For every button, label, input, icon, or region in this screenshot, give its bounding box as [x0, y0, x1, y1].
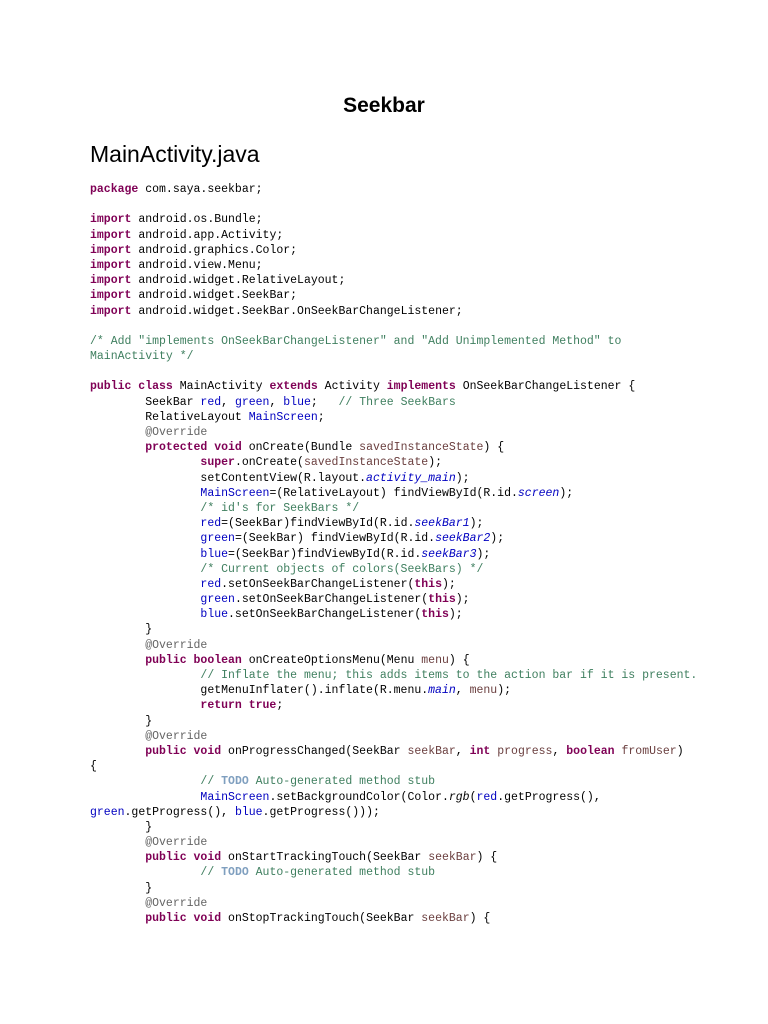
code-text: ) {	[469, 912, 491, 925]
code-text: );	[448, 608, 463, 622]
code-text: =(RelativeLayout) findViewById(R.id.	[269, 486, 518, 500]
code-annotation: @Override	[145, 896, 208, 910]
code-text: onProgressChanged(SeekBar	[221, 744, 408, 758]
code-variable: seekBar	[428, 851, 477, 865]
code-text: android.view.Menu;	[131, 258, 263, 272]
code-text: setContentView(R.layout.	[90, 471, 367, 485]
code-block	[90, 182, 760, 926]
document-title: Seekbar	[343, 94, 425, 117]
code-keyword: return true	[200, 699, 277, 713]
code-annotation: @Override	[145, 638, 208, 652]
code-keyword: import	[90, 243, 132, 257]
code-text	[90, 791, 200, 804]
code-comment: //	[200, 866, 222, 880]
code-text	[90, 487, 200, 500]
code-text: =(SeekBar)findViewById(R.id.	[221, 517, 415, 531]
code-text: =(SeekBar) findViewById(R.id.	[234, 532, 436, 546]
code-line	[90, 273, 760, 288]
code-static-field: seekBar3	[421, 547, 477, 561]
code-text	[90, 548, 200, 561]
code-line	[90, 714, 760, 729]
code-line	[90, 547, 760, 562]
code-text: (	[469, 790, 477, 804]
code-field: MainScreen	[248, 410, 318, 424]
code-static-field: screen	[517, 486, 560, 500]
code-line	[90, 820, 760, 835]
code-text: onStopTrackingTouch(SeekBar	[221, 912, 422, 925]
code-text	[90, 669, 200, 682]
code-text	[90, 730, 145, 743]
code-line	[90, 243, 760, 258]
code-keyword: public class	[90, 380, 173, 394]
code-text	[90, 532, 200, 545]
code-text: ;	[276, 699, 284, 713]
code-text: SeekBar	[90, 395, 201, 409]
code-text: getMenuInflater().inflate(R.menu.	[90, 684, 429, 698]
code-keyword: import	[90, 274, 132, 288]
code-text: .setBackgroundColor(Color.	[269, 790, 449, 804]
code-comment: // Three SeekBars	[338, 395, 456, 409]
code-line	[90, 455, 760, 470]
code-comment: Auto-generated method stub	[248, 866, 436, 880]
code-text	[90, 563, 200, 576]
code-annotation: @Override	[145, 426, 208, 439]
code-text	[90, 578, 200, 591]
code-text: );	[476, 547, 491, 561]
code-text	[90, 866, 200, 879]
code-comment: //	[200, 775, 222, 789]
code-comment: /* id's for SeekBars */	[200, 501, 360, 515]
code-text: android.os.Bundle;	[131, 213, 263, 227]
code-text	[90, 502, 200, 515]
code-text: );	[469, 517, 484, 531]
code-line	[90, 228, 760, 243]
code-text: );	[490, 532, 505, 546]
code-text: }	[90, 714, 153, 728]
code-line	[90, 850, 760, 865]
code-todo-tag: TODO	[221, 866, 249, 880]
code-text: }	[90, 623, 153, 637]
code-keyword: this	[414, 577, 442, 591]
code-keyword: protected void	[145, 441, 242, 455]
code-keyword: public void	[145, 744, 222, 758]
code-line	[90, 896, 760, 911]
code-text: .setOnSeekBarChangeListener(	[228, 608, 422, 622]
code-field: blue	[234, 805, 263, 819]
code-variable: savedInstanceState	[359, 441, 484, 455]
code-keyword: public void	[145, 912, 222, 925]
code-keyword: this	[428, 593, 456, 607]
code-text: onStartTrackingTouch(SeekBar	[221, 851, 429, 865]
code-text: );	[428, 456, 442, 470]
code-keyword: import	[90, 228, 132, 242]
code-line	[90, 698, 760, 713]
code-text: onCreate(Bundle	[241, 441, 360, 455]
code-field: green	[234, 395, 270, 409]
code-text: ,	[455, 684, 470, 698]
code-keyword: import	[90, 304, 132, 318]
code-text: );	[497, 684, 511, 698]
code-line	[90, 744, 760, 759]
code-text	[90, 897, 145, 910]
code-keyword: implements	[386, 380, 456, 394]
code-text: MainActivity	[172, 380, 270, 394]
code-text: ;	[310, 395, 339, 409]
code-line	[90, 258, 760, 273]
code-keyword: int	[469, 744, 491, 758]
code-text: ,	[455, 744, 470, 758]
code-text: onCreateOptionsMenu(Menu	[241, 653, 422, 667]
code-line	[90, 683, 760, 698]
code-text	[90, 745, 145, 758]
code-text	[90, 426, 145, 439]
code-line	[90, 805, 760, 820]
code-line	[90, 425, 760, 440]
code-text: ;	[317, 410, 325, 424]
code-text: }	[90, 820, 153, 834]
code-text: .setOnSeekBarChangeListener(	[234, 593, 429, 607]
code-line	[90, 334, 760, 349]
code-line	[90, 319, 760, 334]
code-keyword: package	[90, 183, 139, 196]
code-text: );	[441, 577, 456, 591]
code-text: OnSeekBarChangeListener {	[455, 380, 636, 394]
code-line	[90, 668, 760, 683]
code-variable: seekBar	[407, 744, 456, 758]
code-line	[90, 653, 760, 668]
code-field: red	[200, 395, 222, 409]
code-line	[90, 729, 760, 744]
code-keyword: boolean	[566, 744, 615, 758]
code-field: red	[476, 790, 498, 804]
code-todo-tag: TODO	[221, 775, 249, 789]
code-variable: progress	[497, 744, 553, 758]
code-line	[90, 865, 760, 880]
code-field: MainScreen	[200, 790, 270, 804]
code-line	[90, 288, 760, 303]
code-field: blue	[283, 395, 311, 409]
code-line	[90, 395, 760, 410]
code-text: );	[559, 486, 574, 500]
code-text: .getProgress()));	[262, 805, 380, 819]
code-text: ,	[269, 395, 284, 409]
code-keyword: public boolean	[145, 653, 242, 667]
code-field: green	[200, 593, 235, 607]
code-field: red	[200, 577, 222, 591]
code-field: red	[200, 517, 222, 531]
code-text	[90, 456, 200, 469]
code-line	[90, 212, 760, 227]
code-text: android.graphics.Color;	[131, 243, 298, 257]
code-line	[90, 607, 760, 622]
code-text: RelativeLayout	[90, 410, 249, 424]
code-text: .getProgress(),	[124, 805, 235, 819]
code-line	[90, 577, 760, 592]
code-field: green	[200, 532, 235, 546]
code-variable: menu	[421, 653, 449, 667]
code-text	[90, 836, 145, 849]
code-line	[90, 486, 760, 501]
code-line	[90, 516, 760, 531]
code-static-method: rgb	[448, 790, 470, 804]
code-comment: /* Current objects of colors(SeekBars) */	[200, 562, 484, 576]
code-line	[90, 622, 760, 637]
code-text: com.saya.seekbar;	[138, 183, 263, 196]
code-static-field: seekBar1	[414, 517, 470, 531]
code-text	[90, 639, 145, 652]
code-static-field: activity_main	[366, 471, 456, 485]
code-text: =(SeekBar)findViewById(R.id.	[228, 547, 422, 561]
code-text	[90, 441, 145, 454]
code-comment: MainActivity */	[90, 350, 194, 364]
code-text: ,	[221, 395, 235, 409]
code-variable: fromUser	[621, 744, 677, 758]
code-variable: menu	[469, 684, 498, 698]
code-variable: savedInstanceState	[303, 456, 429, 470]
code-text	[90, 775, 200, 788]
code-line	[90, 364, 760, 379]
code-field: green	[90, 805, 125, 819]
code-text: android.widget.SeekBar;	[131, 289, 298, 303]
code-line	[90, 471, 760, 486]
code-text	[90, 851, 145, 864]
code-text	[90, 517, 200, 530]
code-comment: Auto-generated method stub	[248, 775, 436, 789]
code-line	[90, 562, 760, 577]
code-text: }	[90, 881, 153, 895]
code-variable: seekBar	[421, 912, 470, 925]
code-text	[90, 608, 200, 621]
code-line	[90, 501, 760, 516]
code-keyword: import	[90, 289, 132, 303]
code-text	[90, 912, 145, 925]
code-line	[90, 881, 760, 896]
code-line	[90, 638, 760, 653]
code-field: MainScreen	[200, 486, 270, 500]
code-text	[90, 593, 200, 606]
code-line	[90, 182, 760, 197]
file-heading: MainActivity.java	[90, 141, 260, 167]
code-keyword: this	[421, 608, 449, 622]
code-keyword: extends	[269, 380, 318, 394]
code-static-field: main	[428, 684, 456, 698]
code-line	[90, 531, 760, 546]
code-text: );	[455, 593, 470, 607]
code-text: android.widget.SeekBar.OnSeekBarChangeListener;	[131, 304, 463, 318]
code-text	[90, 654, 145, 667]
code-comment: // Inflate the menu; this adds items to the action bar if it is present.	[200, 669, 698, 682]
code-line	[90, 759, 760, 774]
code-line	[90, 379, 760, 394]
code-line	[90, 911, 760, 926]
code-line	[90, 835, 760, 850]
code-comment: /* Add "implements OnSeekBarChangeListener" and "Add Unimplemented Method" to	[90, 334, 622, 348]
code-line	[90, 774, 760, 789]
code-keyword: import	[90, 213, 132, 227]
code-text: ,	[552, 744, 567, 758]
code-text: android.widget.RelativeLayout;	[131, 274, 346, 288]
code-text: Activity	[317, 380, 387, 394]
code-keyword: super	[200, 456, 235, 470]
code-static-field: seekBar2	[435, 532, 491, 546]
code-text: ) {	[448, 653, 470, 667]
code-line	[90, 349, 760, 364]
code-text: .onCreate(	[234, 456, 304, 470]
code-text: {	[90, 760, 97, 774]
code-line	[90, 440, 760, 455]
code-text: ) {	[483, 441, 505, 455]
code-keyword: import	[90, 258, 132, 272]
code-text	[90, 699, 200, 712]
code-text: .getProgress(),	[497, 790, 601, 804]
code-annotation: @Override	[145, 729, 208, 743]
code-text: );	[455, 471, 470, 485]
code-keyword: public void	[145, 851, 222, 865]
code-line	[90, 790, 760, 805]
code-text: .setOnSeekBarChangeListener(	[221, 577, 415, 591]
code-line	[90, 592, 760, 607]
code-line	[90, 197, 760, 212]
code-text: android.app.Activity;	[131, 228, 284, 242]
code-text: )	[676, 744, 684, 758]
code-field: blue	[200, 608, 229, 622]
code-text: ) {	[476, 851, 498, 865]
code-line	[90, 304, 760, 319]
code-field: blue	[200, 547, 229, 561]
code-annotation: @Override	[145, 836, 208, 850]
code-line	[90, 410, 760, 425]
